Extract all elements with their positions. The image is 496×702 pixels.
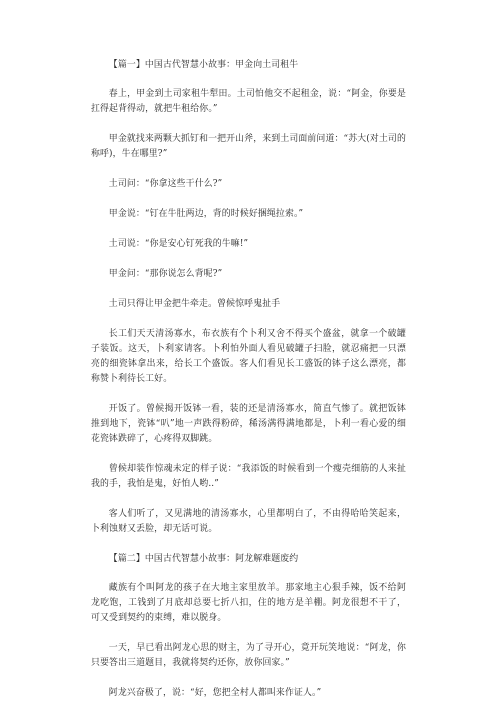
story-two-heading: 【篇二】中国古代智慧小故事：阿龙解难题废约 [108,554,299,564]
paragraph: 长工们天天清汤寡水，布衣族有个卜利又舍不得买个盛盆，就拿一个破罐子装饭。这天，卜利家请客。卜利怕外面人看见破罐子扫脸，就忍痛把一只漂亮的细瓷钵拿出来，给长工个盛饭。客人们看见长工盛饭的钵子这么漂亮，都称赞卜利待长工好。 [91,329,406,384]
paragraph: 甲金就找来两颗大抓钉和一把开山斧，来到土司面前问道：“苏大(对土司的称呼)，牛在哪里?” [91,134,406,159]
paragraph: 曾候却装作惊魂未定的样子说：“我添饭的时候看到一个瘦壳细筋的人来扯我的手，我怕是鬼，好怕人哟..” [91,464,406,489]
paragraph: 开饭了。曾候揭开饭钵一看，装的还是清汤寡水，简直气惨了。就把饭钵推到地下，瓷钵“叭”地一声跌得粉碎，稀汤满得满地都是，卜利一看心爱的细花瓷钵跌碎了，心疼得双脚跳。 [91,404,406,444]
paragraph: 土司问：“你拿这些干什么?” [108,179,223,189]
paragraph: 春上，甲金到土司家租牛犁田。土司怕他交不起租金，说：“阿金，你要是扛得起背得动，就把牛租给你。” [91,89,406,114]
sub-story-title: 土司只得让甲金把牛牵走。曾候惊呼鬼扯手 [108,299,281,309]
paragraph: 藏族有个叫阿龙的孩子在大地主家里放羊。那家地主心狠手辣，饭不给阿龙吃饱，工钱到了月底却总要七折八扣，住的地方是羊棚。阿龙很想不干了，可又受到契约的束缚，难以脱身。 [91,583,406,623]
document-body [91,58,406,701]
paragraph: 一天，早已看出阿龙心思的财主，为了寻开心，竟开玩笑地说：“阿龙，你只要答出三道题目，我就将契约还你，放你回家。” [91,643,406,668]
paragraph: 客人们听了，又见满地的清汤寡水，心里都明白了，不由得哈哈笑起来，卜利蚀财又丢脸，却无话可说。 [91,509,406,534]
paragraph: 土司说：“你是安心钉死我的牛嘛!” [108,239,249,249]
paragraph: 甲金问：“那你说怎么背呢?” [108,269,223,279]
paragraph: 甲金说：“钉在牛肚两边，背的时候好捆绳拉索。” [108,209,304,219]
paragraph: 阿龙兴奋极了，说：“好，您把全村人都叫来作证人。” [108,688,322,698]
story-one-heading: 【篇一】中国古代智慧小故事：甲金向土司租牛 [108,60,299,70]
